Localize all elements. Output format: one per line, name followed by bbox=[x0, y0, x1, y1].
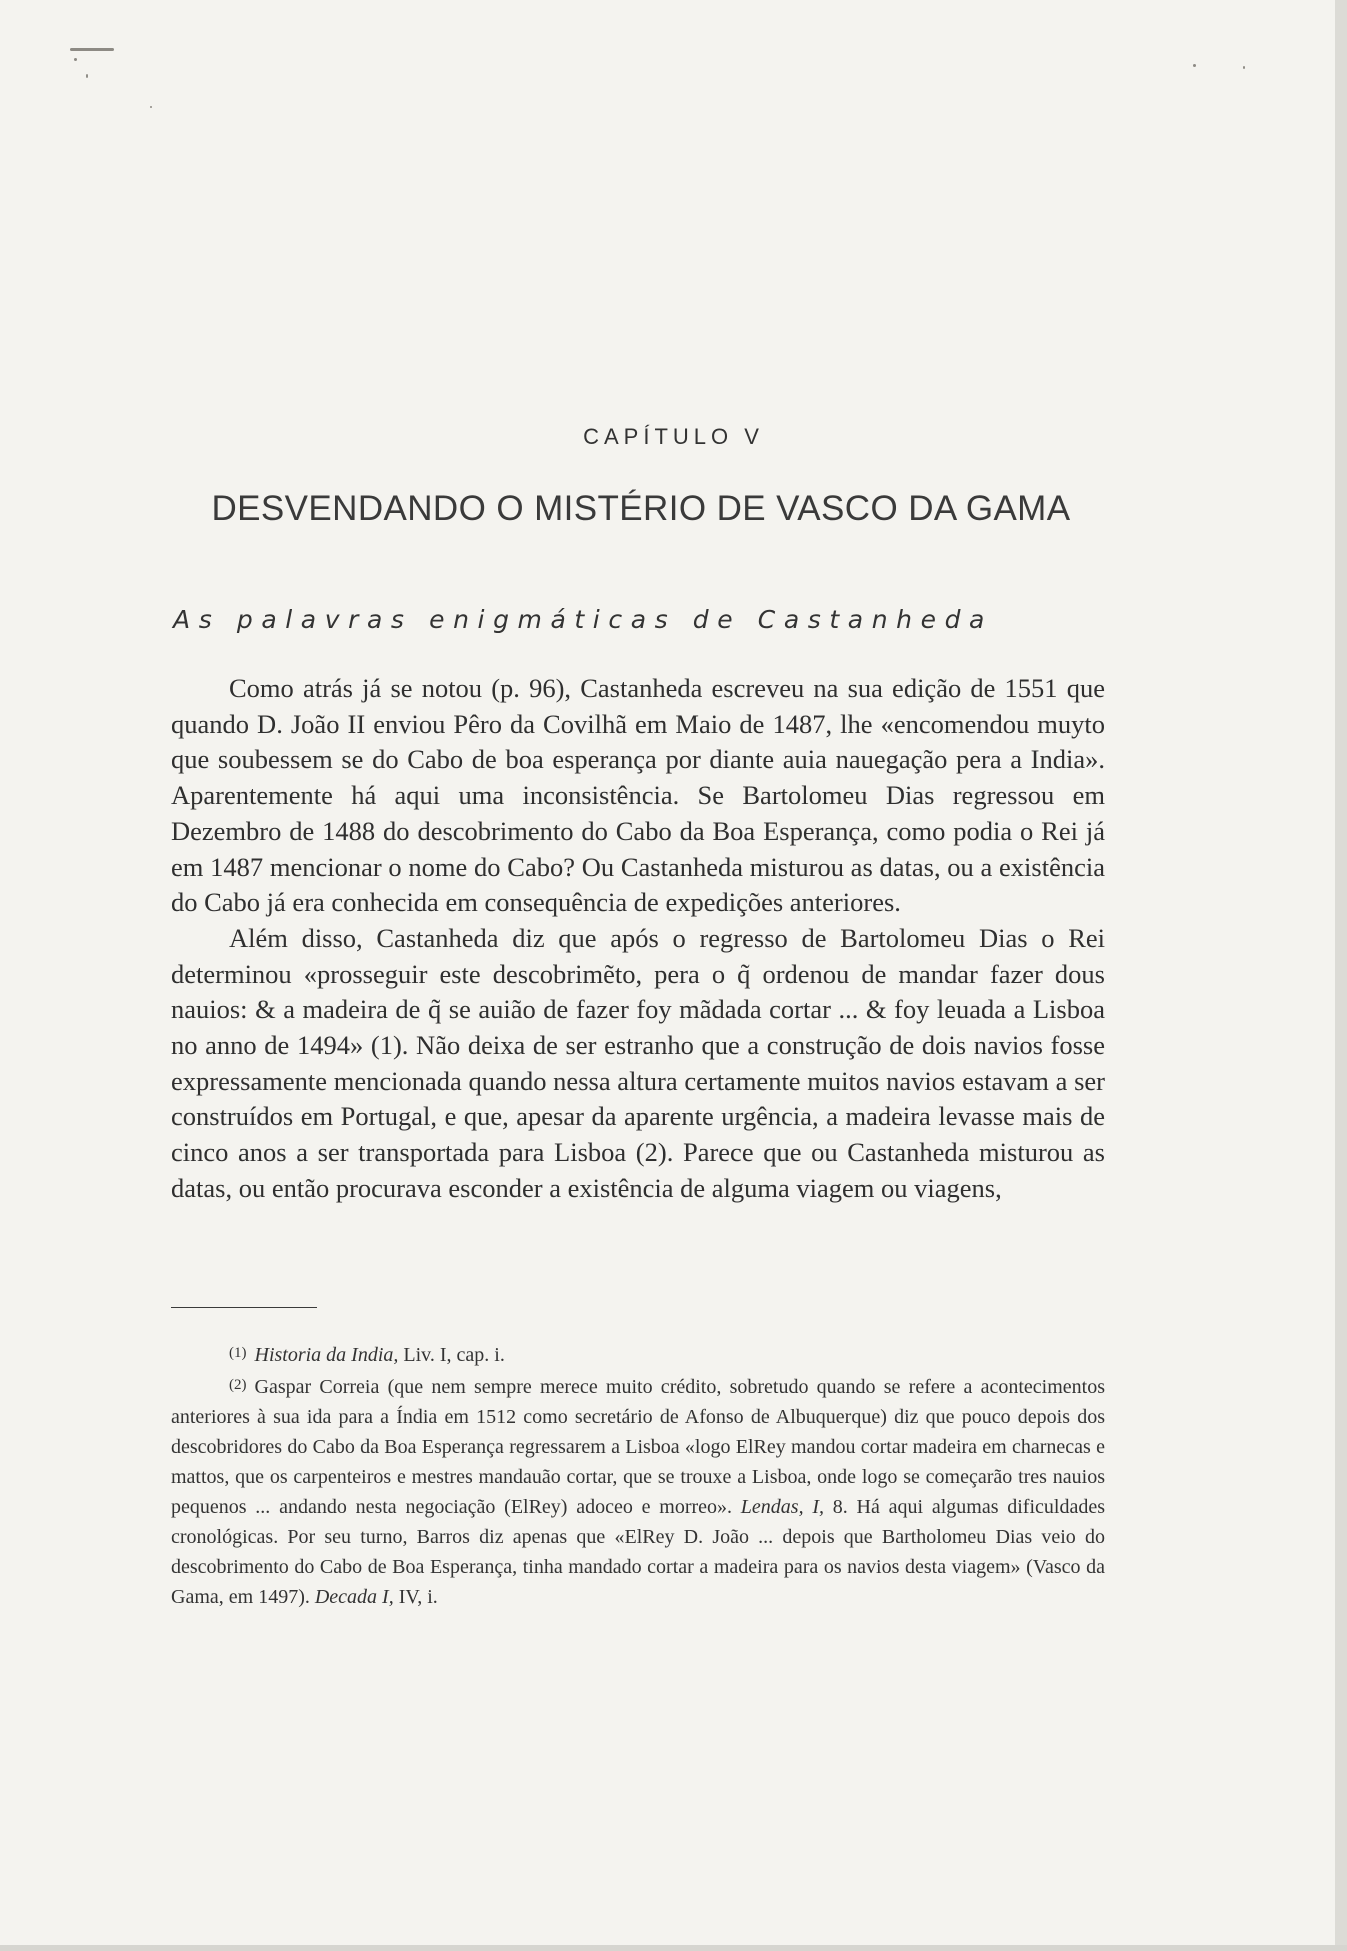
page-edge bbox=[0, 1945, 1347, 1951]
footnote-text: 8. Há aqui algumas dificuldades cronológicas. Por seu turno, Barros diz apenas que «ElRey D. João ... depois que Bartholomeu Dias veio do descobrimento do Cabo de Boa Esperança, tinha mandado cortar a madeira para os navios desta viagem» (Vasco da Gama, em 1497). bbox=[171, 1496, 1105, 1608]
footnote-marker: (1) bbox=[229, 1345, 247, 1361]
ink-speck bbox=[1243, 66, 1245, 69]
footnote bbox=[171, 1370, 1105, 1612]
ink-speck bbox=[70, 48, 114, 51]
footnote-ref: (2) bbox=[635, 1137, 667, 1168]
paragraph bbox=[171, 921, 1105, 1207]
ink-speck bbox=[74, 58, 77, 61]
paragraph-text: Além disso, Castanheda diz que após o regresso de Bartolomeu Dias o Rei determinou «prosseguir este descobrimẽto, pera o q̃ ordenou de mandar fazer dous nauios: & a madeira de q̃ se auião de fazer foy mãdada cortar ... & foy leuada a Lisboa no anno de 1494» bbox=[171, 922, 1105, 1061]
paragraph: Como atrás já se notou (p. 96), Castanheda escreveu na sua edição de 1551 que quando D. João II enviou Pêro da Covilhã em Maio de 1487, lhe «encomendou muyto que soubessem se do Cabo de boa esperança por diante auia nauegação pera a India». Aparentemente há aqui uma inconsistência. Se Bartolomeu Dias regressou em Dezembro de 1488 do descobrimento do Cabo da Boa Esperança, como podia o Rei já em 1487 mencionar o nome do Cabo? Ou Castanheda misturou as datas, ou a existência do Cabo já era conhecida em consequência de expedições anteriores. bbox=[171, 673, 1105, 918]
ink-speck bbox=[150, 106, 152, 108]
chapter-label: CAPÍTULO V bbox=[583, 424, 764, 449]
footnotes bbox=[171, 1338, 1105, 1612]
footnote-text: Liv. I, cap. i. bbox=[398, 1344, 505, 1366]
paragraph-text: . Não deixa de ser estranho que a construção de dois navios fosse expressamente mencionada quando nessa altura certamente muitos navios estavam a ser construídos em Portugal, e que, apesar da aparente urgência, a madeira levasse mais de cinco anos a ser transportada para Lisboa bbox=[171, 1030, 1106, 1168]
chapter-title: DESVENDANDO O MISTÉRIO DE VASCO DA GAMA bbox=[211, 489, 1071, 528]
footnote bbox=[171, 1338, 1105, 1370]
footnote-title: Decada I, bbox=[314, 1586, 394, 1608]
footnote-title: Lendas, I, bbox=[740, 1496, 825, 1518]
page-edge bbox=[1335, 0, 1347, 1951]
body-text bbox=[171, 671, 1105, 1207]
footnote-title: Historia da India, bbox=[254, 1344, 399, 1366]
footnote-divider bbox=[171, 1307, 317, 1308]
ink-speck bbox=[86, 74, 88, 78]
footnote-marker: (2) bbox=[229, 1377, 247, 1393]
footnote-ref: (1) bbox=[370, 1030, 402, 1061]
ink-speck bbox=[1193, 64, 1196, 67]
footnote-text: Gaspar Correia (que nem sempre merece muito crédito, sobretudo quando se refere a acontecimentos anteriores à sua ida para a Índia em 1512 como secretário de Afonso de Albuquerque) diz que pouco depois dos descobridores do Cabo da Boa Esperança regressarem a Lisboa «logo ElRey mandou cortar madeira em charnecas e mattos, que os carpenteiros e mestres mandauão cortar, que se trouxe a Lisboa, onde logo se começarão tres nauios pequenos ... andando nesta negociação (ElRey) adoceo e morreo». bbox=[171, 1376, 1105, 1518]
paragraph-text: . Parece que ou Castanheda misturou as datas, ou então procurava esconder a existência de alguma viagem ou viagens, bbox=[171, 1137, 1105, 1203]
section-heading: As palavras enigmáticas de Castanheda bbox=[173, 605, 993, 634]
footnote-text: IV, i. bbox=[393, 1586, 438, 1608]
